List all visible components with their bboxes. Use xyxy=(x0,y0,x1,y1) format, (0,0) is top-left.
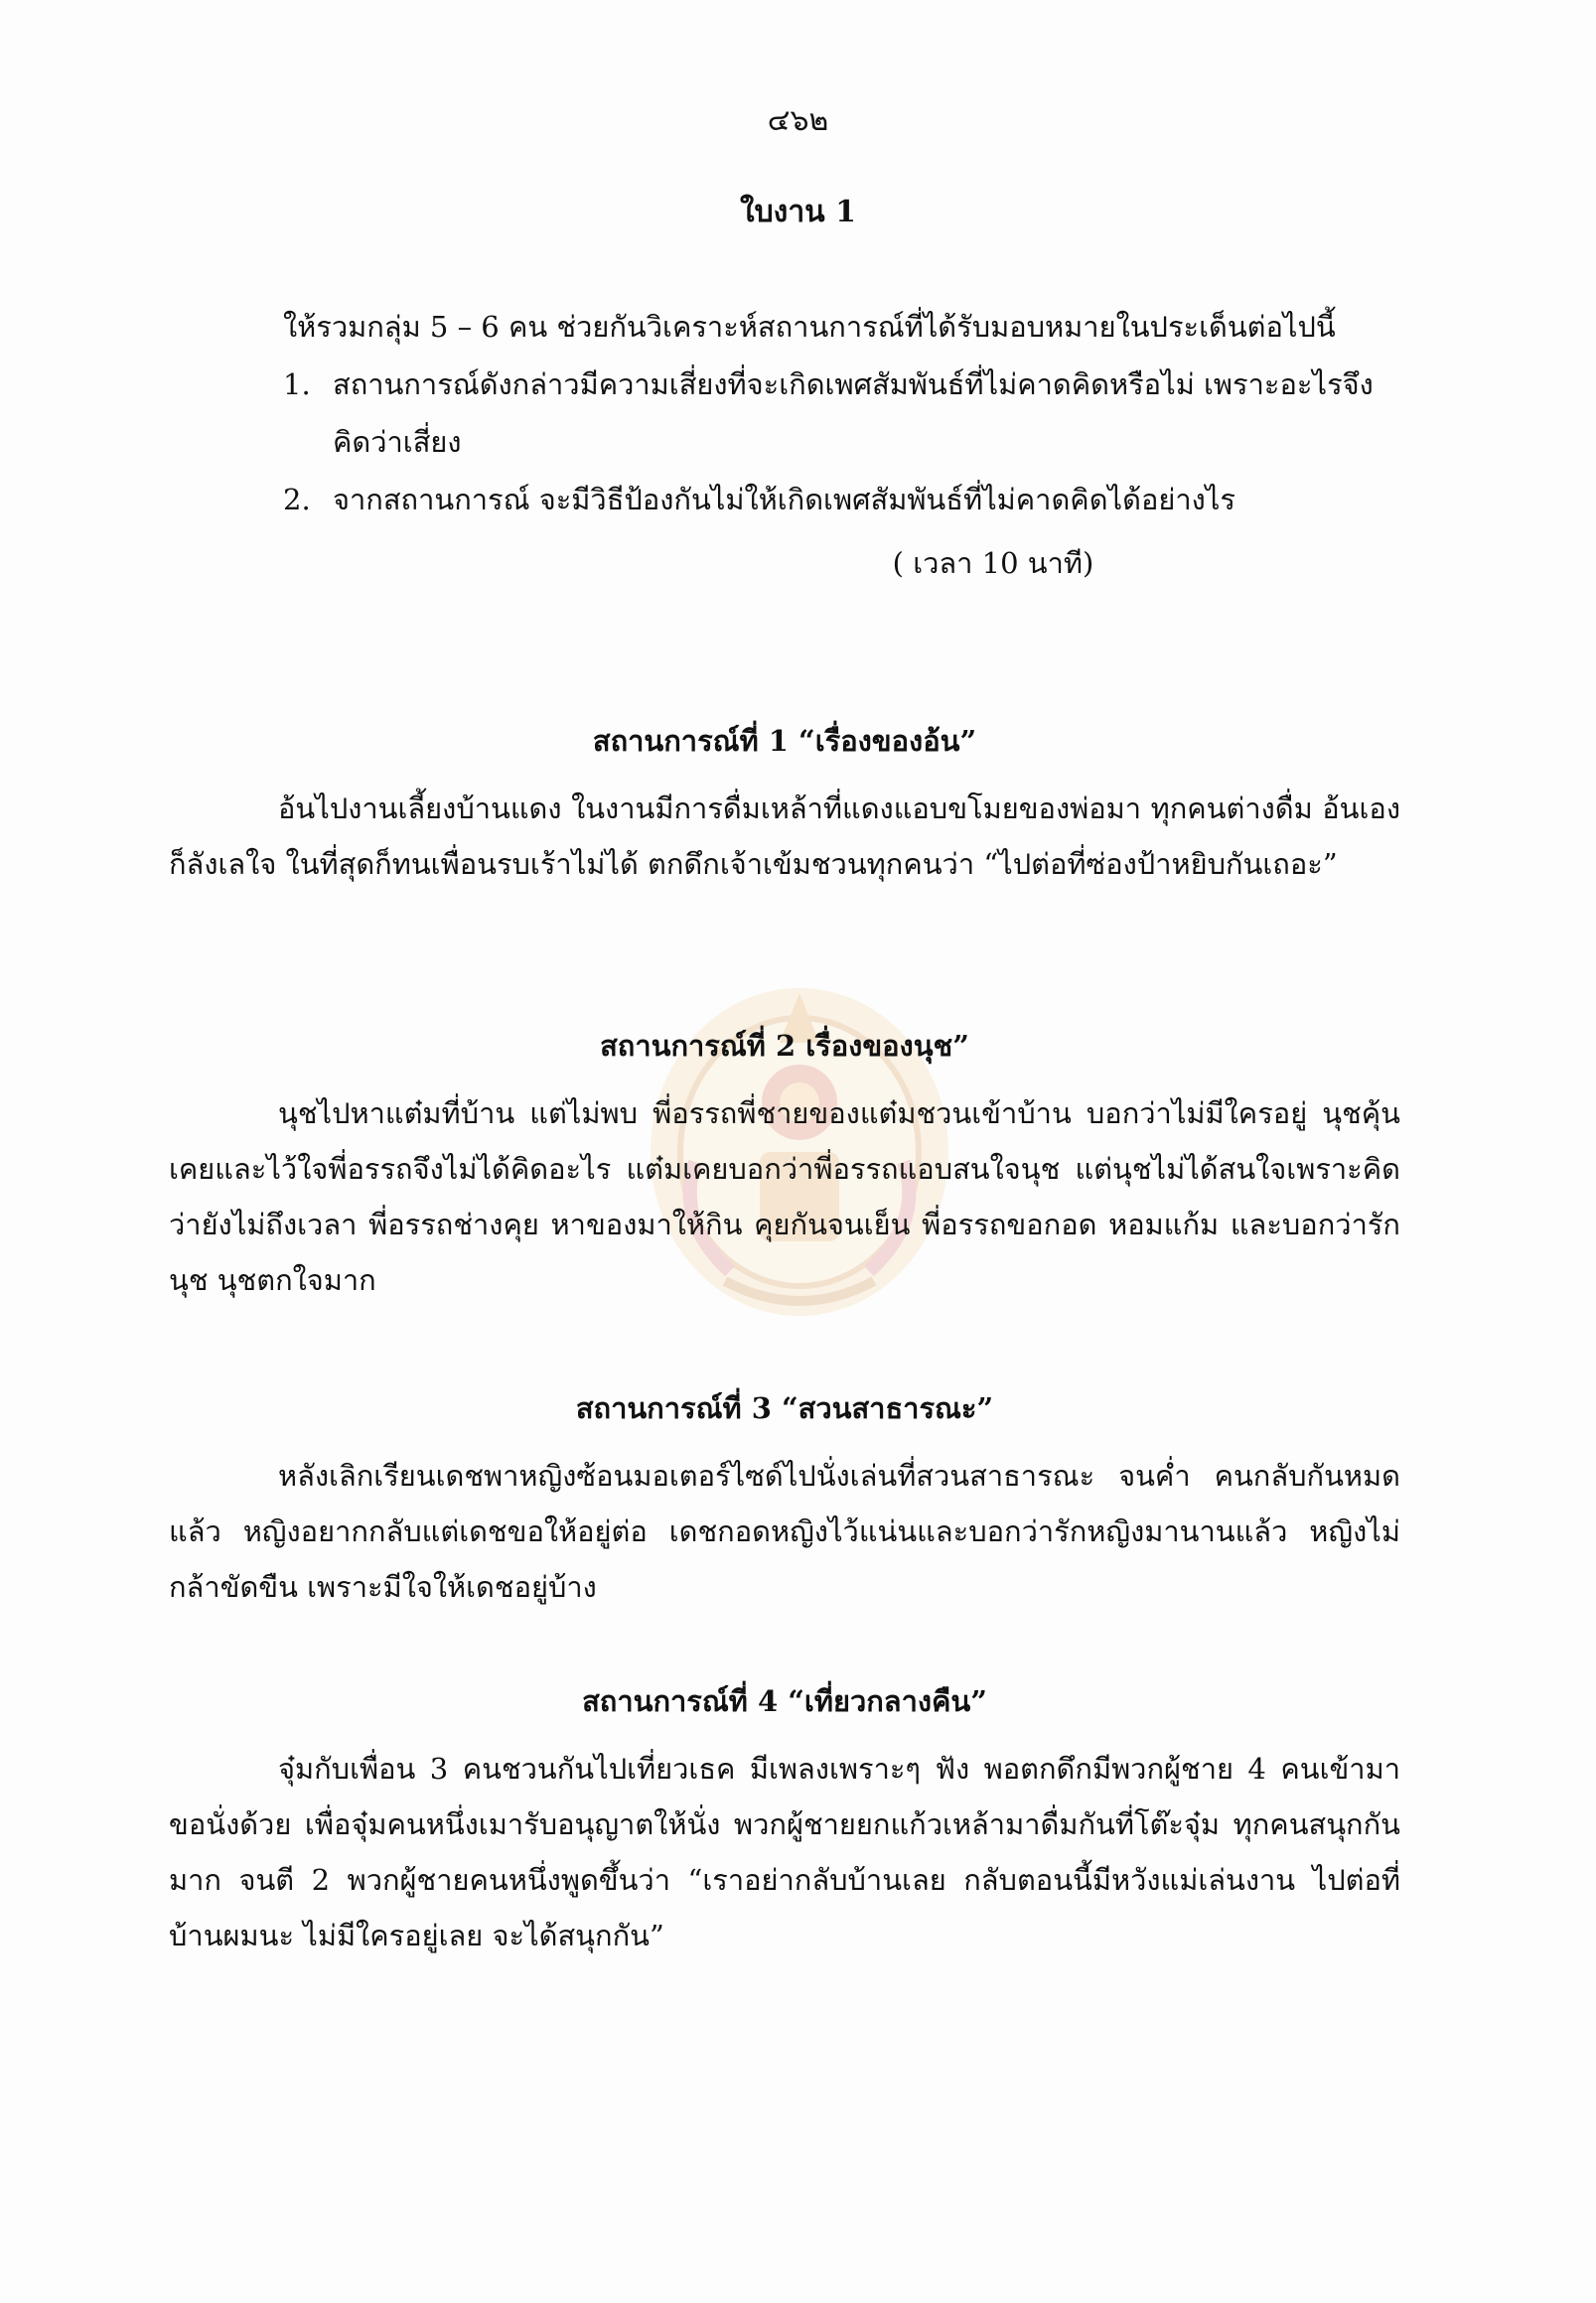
scenario-body: นุชไปหาแต๋มที่บ้าน แต่ไม่พบ พี่อรรถพี่ชายของแต๋มชวนเข้าบ้าน บอกว่าไม่มีใครอยู่ นุชคุ้นเคยและไว้ใจพี่อรรถจึงไม่ได้คิดอะไร แต๋มเคยบอกว่าพี่อรรถแอบสนใจนุช แต่นุชไม่ได้สนใจเพราะคิดว่ายังไม่ถึงเวลา พี่อรรถช่างคุย หาของมาให้กิน คุยกันจนเย็น พี่อรรถขอกอด หอมแก้ม และบอกว่ารักนุช นุชตกใจมาก xyxy=(169,1096,1400,1297)
scenario-2 xyxy=(169,1018,1400,1308)
instructions xyxy=(283,298,1405,592)
instruction-item xyxy=(283,471,1405,528)
instruction-number: 2. xyxy=(283,483,311,516)
instruction-item xyxy=(283,356,1405,471)
instruction-text: จากสถานการณ์ จะมีวิธีป้องกันไม่ให้เกิดเพศสัมพันธ์ที่ไม่คาดคิดได้อย่างไร xyxy=(333,483,1235,516)
instruction-number: 1. xyxy=(283,367,311,401)
time-note: ( เวลา 10 นาที) xyxy=(892,546,1094,580)
scenario-3 xyxy=(169,1380,1400,1615)
instructions-intro: ให้รวมกลุ่ม 5 – 6 คน ช่วยกันวิเคราะห์สถานการณ์ที่ได้รับมอบหมายในประเด็นต่อไปนี้ xyxy=(283,310,1336,344)
scenario-heading: สถานการณ์ที่ 1 “เรื่องของอ้น” xyxy=(592,724,977,758)
worksheet-title: ใบงาน 1 xyxy=(739,195,856,229)
page-number: ๔๖๒ xyxy=(767,103,829,138)
scenario-body: จุ๋มกับเพื่อน 3 คนชวนกันไปเที่ยวเธค มีเพลงเพราะๆ ฟัง พอตกดึกมีพวกผู้ชาย 4 คนเข้ามาขอนั่งด้วย เพื่อจุ๋มคนหนึ่งเมารับอนุญาตให้นั่ง พวกผู้ชายยกแก้วเหล้ามาดื่มกันที่โต๊ะจุ๋ม ทุกคนสนุกกันมาก จนตี 2 พวกผู้ชายคนหนึ่งพูดขึ้นว่า “เราอย่ากลับบ้านเลย กลับตอนนี้มีหวังแม่เล่นงาน ไปต่อที่บ้านผมนะ ไม่มีใครอยู่เลย จะได้สนุกกัน” xyxy=(169,1752,1400,1952)
scenario-1 xyxy=(169,713,1400,892)
scenario-heading: สถานการณ์ที่ 2 เรื่องของนุช” xyxy=(600,1029,969,1063)
scenario-4 xyxy=(169,1673,1400,1963)
instruction-text: สถานการณ์ดังกล่าวมีความเสี่ยงที่จะเกิดเพศสัมพันธ์ที่ไม่คาดคิดหรือไม่ เพราะอะไรจึงคิดว่าเสี่ยง xyxy=(333,367,1374,459)
scenario-body: อ้นไปงานเลี้ยงบ้านแดง ในงานมีการดื่มเหล้าที่แดงแอบขโมยของพ่อมา ทุกคนต่างดื่ม อ้นเองก็ลังเลใจ ในที่สุดก็ทนเพื่อนรบเร้าไม่ได้ ตกดึกเจ้าเข้มชวนทุกคนว่า “ไปต่อที่ซ่องป้าหยิบกันเถอะ” xyxy=(169,792,1400,881)
scenario-body: หลังเลิกเรียนเดชพาหญิงซ้อนมอเตอร์ไซด์ไปนั่งเล่นที่สวนสาธารณะ จนค่ำ คนกลับกันหมดแล้ว หญิงอยากกลับแต่เดชขอให้อยู่ต่อ เดชกอดหญิงไว้แน่นและบอกว่ารักหญิงมานานแล้ว หญิงไม่กล้าขัดขืน เพราะมีใจให้เดชอยู่บ้าง xyxy=(169,1459,1400,1604)
scenario-heading: สถานการณ์ที่ 3 “สวนสาธารณะ” xyxy=(575,1391,994,1425)
scenario-heading: สถานการณ์ที่ 4 “เที่ยวกลางคืน” xyxy=(582,1684,987,1718)
